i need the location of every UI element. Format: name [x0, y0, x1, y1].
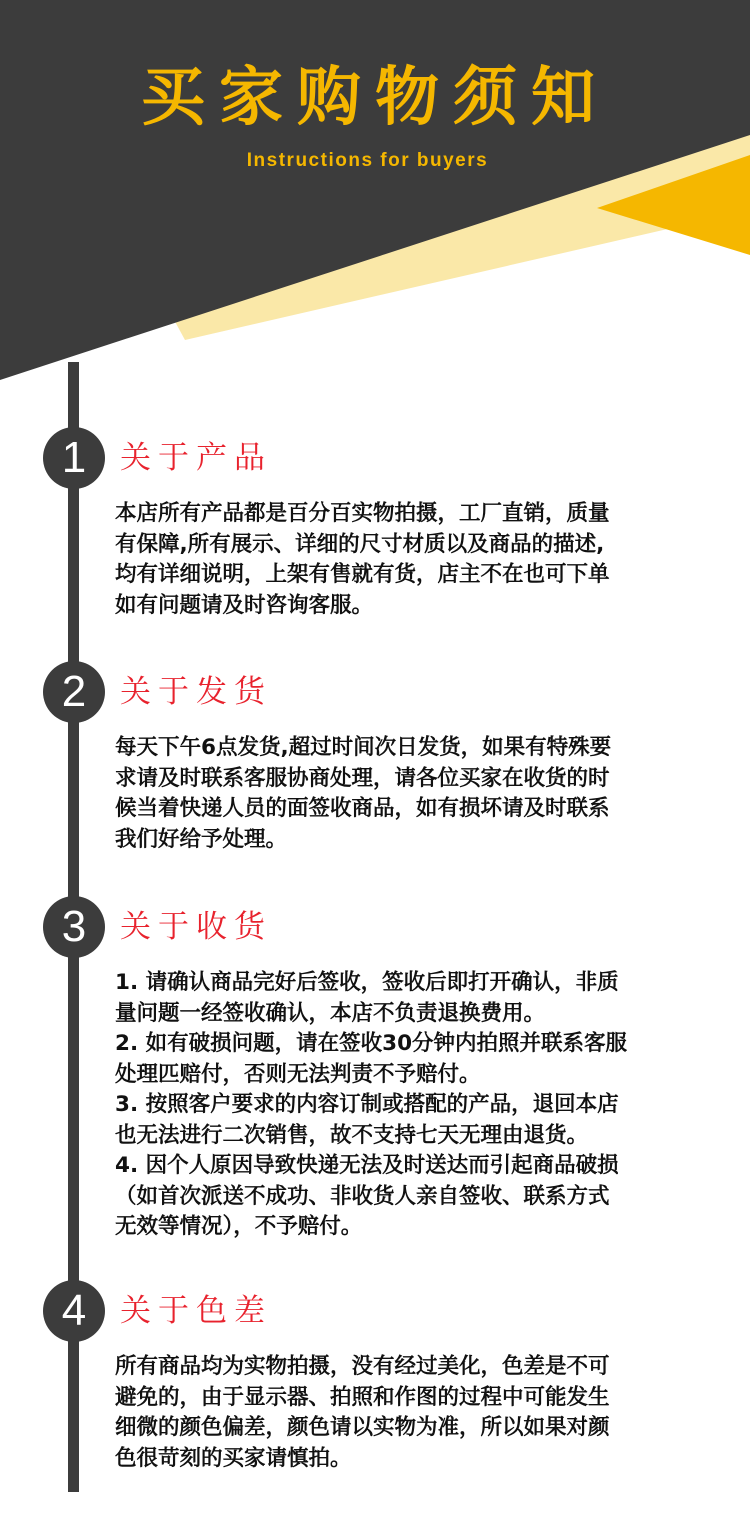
section-title: 关于产品 — [120, 440, 272, 476]
page-title: 买家购物须知 — [141, 61, 609, 135]
body-line: （如首次派送不成功、非收货人亲自签收、联系方式 — [115, 1183, 610, 1209]
section-body — [115, 733, 695, 855]
body-line: 我们好给予处理。 — [115, 826, 288, 852]
section-body — [115, 1352, 695, 1474]
section-body — [115, 499, 695, 621]
section-number-badge: 3 — [43, 896, 105, 958]
section-title: 关于发货 — [120, 674, 272, 710]
body-line: 避免的，由于显示器、拍照和作图的过程中可能发生 — [115, 1384, 610, 1410]
section-number-badge: 4 — [43, 1280, 105, 1342]
section-title: 关于色差 — [120, 1293, 272, 1329]
body-line: 本店所有产品都是百分百实物拍摄，工厂直销，质量 — [115, 501, 610, 526]
body-line: 4. 因个人原因导致快递无法及时送达而引起商品破损 — [115, 1153, 619, 1178]
section-body — [115, 968, 695, 1243]
body-line: 3. 按照客户要求的内容订制或搭配的产品，退回本店 — [115, 1092, 619, 1117]
body-line: 候当着快递人员的面签收商品，如有损坏请及时联系 — [115, 796, 610, 821]
section-title: 关于收货 — [120, 909, 272, 945]
body-line: 求请及时联系客服协商处理，请各位买家在收货的时 — [115, 765, 610, 791]
body-line: 无效等情况），不予赔付。 — [115, 1214, 363, 1239]
body-line: 细微的颜色偏差，颜色请以实物为准，所以如果对颜 — [115, 1415, 610, 1440]
body-line: 色很苛刻的买家请慎拍。 — [115, 1445, 352, 1471]
body-line: 1. 请确认商品完好后签收，签收后即打开确认，非质 — [115, 970, 619, 995]
body-line: 也无法进行二次销售，故不支持七天无理由退货。 — [115, 1122, 589, 1148]
body-line: 2. 如有破损问题，请在签收30分钟内拍照并联系客服 — [115, 1031, 628, 1056]
section-number-badge: 1 — [43, 427, 105, 489]
body-line: 处理匹赔付，否则无法判责不予赔付。 — [115, 1061, 481, 1087]
body-line: 如有问题请及时咨询客服。 — [115, 592, 374, 618]
body-line: 有保障,所有展示、详细的尺寸材质以及商品的描述, — [115, 531, 605, 557]
body-line: 量问题一经签收确认，本店不负责退换费用。 — [115, 1000, 546, 1026]
body-line: 每天下午6点发货,超过时间次日发货，如果有特殊要 — [115, 735, 612, 760]
body-line: 均有详细说明，上架有售就有货，店主不在也可下单 — [115, 562, 610, 587]
body-line: 所有商品均为实物拍摄，没有经过美化，色差是不可 — [115, 1354, 610, 1379]
page-subtitle: Instructions for buyers — [246, 150, 489, 171]
section-number-badge: 2 — [43, 661, 105, 723]
